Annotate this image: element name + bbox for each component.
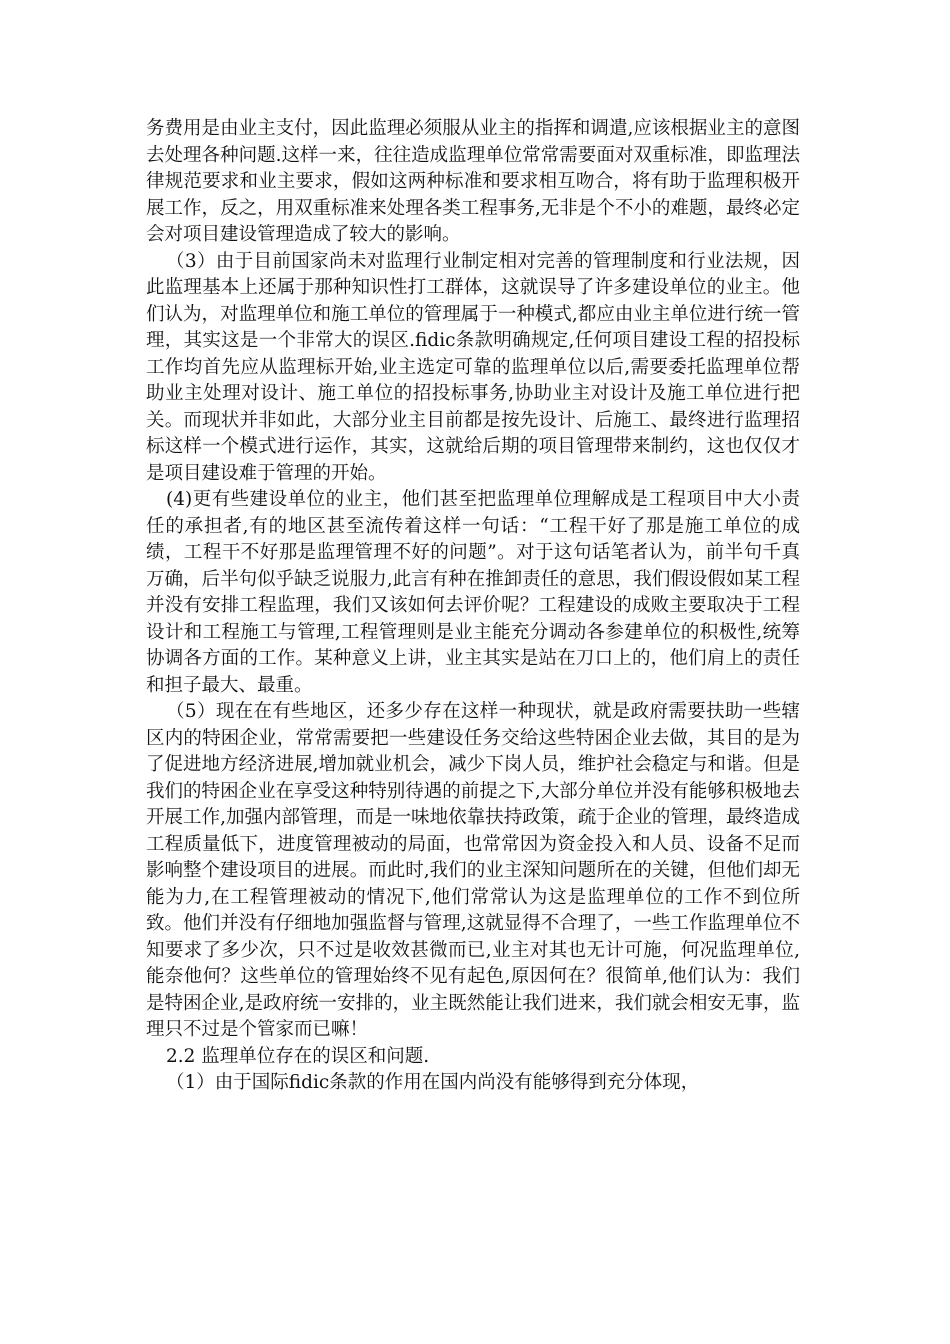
- paragraph-item-3: （3）由于目前国家尚未对监理行业制定相对完善的管理制度和行业法规，因此监理基本上还属于那种知识性打工群体，这就误导了许多建设单位的业主。他们认为，对监理单位和施工单位的管理属于一种模式,都应由业主单位进行统一管理，其实这是一个非常大的误区.fidic条款明确规定,任何项目建设工程的招投标工作均首先应从监理标开始,业主选定可靠的监理单位以后,需要委托监理单位帮助业主处理对设计、施工单位的招投标事务,协助业主对设计及施工单位进行把关。而现状并非如此，大部分业主目前都是按先设计、后施工、最终进行监理招标这样一个模式进行运作，其实，这就给后期的项目管理带来制约，这也仅仅才是项目建设难于管理的开始。: [146, 250, 800, 484]
- section-heading-2-2: 2.2 监理单位存在的误区和问题.: [166, 1045, 430, 1067]
- paragraph-item-4: (4)更有些建设单位的业主，他们甚至把监理单位理解成是工程项目中大小责任的承担者,有的地区甚至流传着这样一句话：“工程干好了那是施工单位的成绩，工程干不好那是监理管理不好的问题”。对于这句话笔者认为，前半句千真万确，后半句似乎缺乏说服力,此言有种在推卸责任的意思，我们假设假如某工程并没有安排工程监理，我们又该如何去评价呢？工程建设的成败主要取决于工程设计和工程施工与管理,工程管理则是业主能充分调动各参建单位的积极性,统筹协调各方面的工作。某种意义上讲，业主其实是站在刀口上的，他们肩上的责任和担子最大、最重。: [146, 489, 800, 696]
- paragraph-item-5: （5）现在在有些地区，还多少存在这样一种现状，就是政府需要扶助一些辖区内的特困企业，常常需要把一些建设任务交给这些特困企业去做，其目的是为了促进地方经济进展,增加就业机会，减少下岗人员，维护社会稳定与和谐。但是我们的特困企业在享受这种特别待遇的前提之下,大部分单位并没有能够积极地去开展工作,加强内部管理，而是一味地依靠扶持政策，疏于企业的管理，最终造成工程质量低下，进度管理被动的局面，也常常因为资金投入和人员、设备不足而影响整个建设项目的进展。而此时,我们的业主深知问题所在的关键，但他们却无能为力,在工程管理被动的情况下,他们常常认为这是监理单位的工作不到位所致。他们并没有仔细地加强监督与管理,这就显得不合理了，一些工作监理单位不知要求了多少次，只不过是收效甚微而已,业主对其也无计可施，何况监理单位,能奈他何？这些单位的管理始终不见有起色,原因何在？很简单,他们认为：我们是特困企业,是政府统一安排的，业主既然能让我们进来，我们就会相安无事，监理只不过是个管家而已嘛！: [146, 701, 800, 1040]
- document-page: [146, 116, 800, 1097]
- paragraph-item-1: （1）由于国际fidic条款的作用在国内尚没有能够得到充分体现，: [166, 1072, 700, 1093]
- paragraph-continuation: 务费用是由业主支付，因此监理必须服从业主的指挥和调遣,应该根据业主的意图去处理各种问题.这样一来，往往造成监理单位常常需要面对双重标准，即监理法律规范要求和业主要求，假如这两种标准和要求相互吻合，将有助于监理积极开展工作，反之，用双重标准来处理各类工程事务,无非是个不小的难题，最终必定会对项目建设管理造成了较大的影响。: [146, 118, 800, 245]
